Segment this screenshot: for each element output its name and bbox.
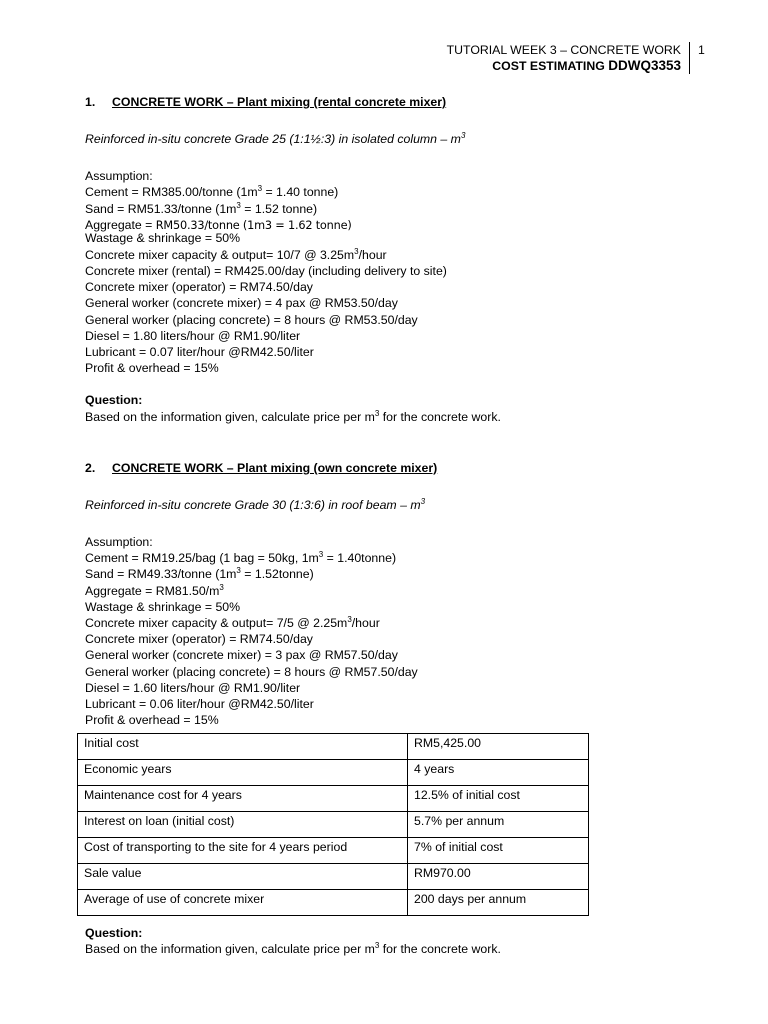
header-course-label: COST ESTIMATING bbox=[492, 59, 609, 73]
table-row bbox=[78, 838, 589, 864]
table-row bbox=[78, 812, 589, 838]
page-header bbox=[447, 42, 690, 74]
assumption-label-2: Assumption: bbox=[85, 535, 153, 550]
table-cell-label: Initial cost bbox=[78, 734, 408, 760]
table-cell-label: Cost of transporting to the site for 4 years period bbox=[78, 838, 408, 864]
s1-cement: Cement = RM385.00/tonne ($1m^3 = 1.40$ tonne) bbox=[85, 184, 339, 200]
s1-worker-placing: General worker (placing concrete) = 8 hours @ RM53.50/day bbox=[85, 312, 418, 327]
s1-lubricant: Lubricant = 0.07 liter/hour @RM42.50/liter bbox=[85, 345, 314, 360]
section-1-heading: 1. CONCRETE WORK – Plant mixing (rental concrete mixer) bbox=[85, 95, 447, 109]
s1-mixer-rental: Concrete mixer (rental) = RM425.00/day (including delivery to site) bbox=[85, 264, 447, 279]
section-1 bbox=[85, 94, 685, 728]
s2-mixer-capacity: Concrete mixer capacity & output= 7/5 @ $2.25m^3$/hour bbox=[85, 614, 380, 631]
table-row bbox=[78, 734, 589, 760]
s2-worker-mixer: General worker (concrete mixer) = 3 pax @ RM57.50/day bbox=[85, 648, 398, 663]
table-cell-value: 5.7% per annum bbox=[408, 812, 589, 838]
mixer-cost-table bbox=[77, 733, 589, 916]
s2-sand: Sand = RM49.33/tonne ($1m^3$ = 1.52tonne) bbox=[85, 566, 314, 582]
s1-worker-mixer: General worker (concrete mixer) = 4 pax @ RM53.50/day bbox=[85, 296, 398, 311]
s2-worker-placing: General worker (placing concrete) = 8 hours @ RM57.50/day bbox=[85, 664, 418, 679]
s2-profit: Profit & overhead = 15% bbox=[85, 713, 219, 728]
table-cell-value: 200 days per annum bbox=[408, 890, 589, 916]
table-cell-label: Sale value bbox=[78, 864, 408, 890]
section-2-subtitle: Reinforced in-situ concrete Grade 30 (1:3:6) in roof beam – $m^3$ bbox=[85, 496, 426, 512]
header-subtitle bbox=[447, 58, 681, 74]
table-row bbox=[78, 786, 589, 812]
table-cell-label: Economic years bbox=[78, 760, 408, 786]
s1-aggregate: Aggregate = RM50.33/tonne (1m3 = 1.62 tonne) bbox=[85, 217, 352, 232]
table-cell-value: RM5,425.00 bbox=[408, 734, 589, 760]
table-cell-label: Interest on loan (initial cost) bbox=[78, 812, 408, 838]
s2-mixer-operator: Concrete mixer (operator) = RM74.50/day bbox=[85, 632, 313, 647]
s1-mixer-operator: Concrete mixer (operator) = RM74.50/day bbox=[85, 280, 313, 295]
section-2-title: CONCRETE WORK – Plant mixing (own concrete mixer) bbox=[112, 460, 438, 475]
s2-question-text: Based on the information given, calculate price per $m^3$ for the concrete work. bbox=[85, 941, 501, 957]
s2-lubricant: Lubricant = 0.06 liter/hour @RM42.50/liter bbox=[85, 697, 314, 712]
header-course-code: DDWQ3353 bbox=[608, 58, 681, 73]
table-cell-value: 4 years bbox=[408, 760, 589, 786]
header-title: TUTORIAL WEEK 3 – CONCRETE WORK bbox=[446, 43, 681, 57]
s1-mixer-capacity: Concrete mixer capacity & output= 10/7 @ $3.25m^3$/hour bbox=[85, 246, 387, 262]
s2-wastage: Wastage & shrinkage = 50% bbox=[85, 599, 241, 614]
table-cell-label: Maintenance cost for 4 years bbox=[78, 786, 408, 812]
assumption-label: Assumption: bbox=[85, 169, 153, 184]
s1-question-text: Based on the information given, calculate price per $m^3$ for the concrete work. bbox=[85, 408, 501, 424]
table-row bbox=[78, 864, 589, 890]
s2-question-label: Question: bbox=[85, 926, 143, 940]
table-cell-label: Average of use of concrete mixer bbox=[78, 890, 408, 916]
s2-diesel: Diesel = 1.60 liters/hour @ RM1.90/liter bbox=[85, 680, 301, 695]
table-cell-value: 12.5% of initial cost bbox=[408, 786, 589, 812]
table-cell-value: RM970.00 bbox=[408, 864, 589, 890]
section-1-title: CONCRETE WORK – Plant mixing (rental concrete mixer) bbox=[112, 95, 447, 109]
section-2-heading: 2. CONCRETE WORK – Plant mixing (own concrete mixer) bbox=[85, 460, 438, 475]
s1-profit: Profit & overhead = 15% bbox=[85, 361, 219, 376]
s2-aggregate: Aggregate = $RM81.50/m^3$ bbox=[85, 582, 224, 598]
section-2-question bbox=[85, 925, 501, 957]
page-number: 1 bbox=[698, 43, 705, 57]
s1-diesel: Diesel = 1.80 liters/hour @ RM1.90/liter bbox=[85, 328, 301, 343]
section-1-subtitle: Reinforced in-situ concrete Grade 25 (1:1½:3) in isolated column – $m^3$ bbox=[85, 130, 466, 146]
s1-wastage: Wastage & shrinkage = 50% bbox=[85, 230, 241, 245]
s2-cement: Cement = RM19.25/bag (1 bag = 50kg, $1m^3$ = 1.40tonne) bbox=[85, 550, 397, 566]
table-row bbox=[78, 890, 589, 916]
s1-sand: Sand = RM51.33/tonne ($1m^3 = 1.52$ tonne) bbox=[85, 200, 318, 216]
table-cell-value: 7% of initial cost bbox=[408, 838, 589, 864]
table-row bbox=[78, 760, 589, 786]
s1-question-label: Question: bbox=[85, 393, 143, 408]
